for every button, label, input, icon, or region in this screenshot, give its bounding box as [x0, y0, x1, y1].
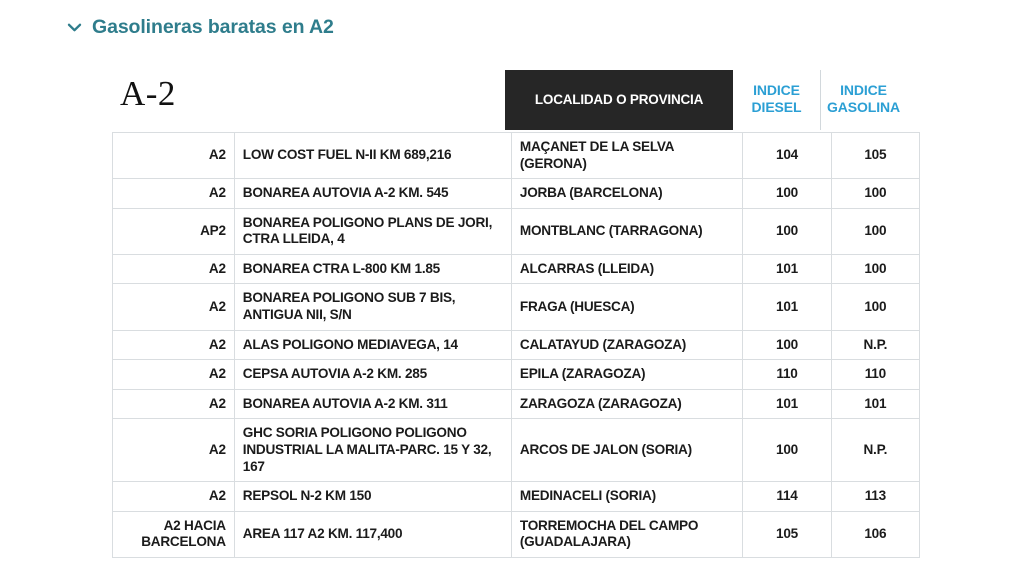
- cell-gasolina: 110: [831, 360, 919, 390]
- cell-place: ARCOS DE JALON (SORIA): [511, 419, 742, 482]
- cell-road: A2: [113, 330, 235, 360]
- cell-gasolina: 101: [831, 389, 919, 419]
- table-row: [113, 133, 920, 179]
- cell-gasolina: 100: [831, 254, 919, 284]
- cell-diesel: 100: [743, 179, 831, 209]
- section-title: Gasolineras baratas en A2: [92, 16, 334, 38]
- cell-road: A2: [113, 482, 235, 512]
- cell-station: BONAREA POLIGONO SUB 7 BIS, ANTIGUA NII, S/N: [234, 284, 511, 330]
- column-header-indice-gasolina: [820, 82, 907, 115]
- cell-place: MEDINACELI (SORIA): [511, 482, 742, 512]
- table-header-strip: [112, 62, 920, 132]
- chevron-down-icon[interactable]: [66, 19, 83, 36]
- cell-place: MAÇANET DE LA SELVA (GERONA): [511, 133, 742, 179]
- cell-road: A2: [113, 179, 235, 209]
- cell-road: A2: [113, 360, 235, 390]
- cell-road: A2: [113, 133, 235, 179]
- cell-gasolina: N.P.: [831, 330, 919, 360]
- cell-place: FRAGA (HUESCA): [511, 284, 742, 330]
- cell-place: EPILA (ZARAGOZA): [511, 360, 742, 390]
- cell-diesel: 114: [743, 482, 831, 512]
- cell-station: CEPSA AUTOVIA A-2 KM. 285: [234, 360, 511, 390]
- cell-place: CALATAYUD (ZARAGOZA): [511, 330, 742, 360]
- cell-diesel: 100: [743, 330, 831, 360]
- table-row: [113, 179, 920, 209]
- localidad-header-box: [505, 70, 733, 130]
- cell-diesel: 100: [743, 419, 831, 482]
- cell-diesel: 104: [743, 133, 831, 179]
- fuel-price-table: [112, 132, 920, 558]
- cell-place: MONTBLANC (TARRAGONA): [511, 208, 742, 254]
- cell-station: LOW COST FUEL N-II KM 689,216: [234, 133, 511, 179]
- indice-diesel-line2: DIESEL: [751, 98, 802, 115]
- cell-station: BONAREA CTRA L-800 KM 1.85: [234, 254, 511, 284]
- section-header[interactable]: [66, 16, 334, 39]
- cell-diesel: 110: [743, 360, 831, 390]
- cell-gasolina: 100: [831, 284, 919, 330]
- cell-station: BONAREA AUTOVIA A-2 KM. 545: [234, 179, 511, 209]
- cell-station: GHC SORIA POLIGONO POLIGONO INDUSTRIAL LA MALITA-PARC. 15 Y 32, 167: [234, 419, 511, 482]
- indice-gasolina-line1: INDICE: [840, 82, 887, 98]
- indice-diesel-line1: INDICE: [753, 82, 800, 98]
- cell-diesel: 101: [743, 254, 831, 284]
- cell-station: BONAREA POLIGONO PLANS DE JORI, CTRA LLEIDA, 4: [234, 208, 511, 254]
- table-row: [113, 208, 920, 254]
- table-body: [113, 133, 920, 558]
- table-row: [113, 284, 920, 330]
- localidad-header-label: LOCALIDAD O PROVINCIA: [534, 91, 704, 107]
- cell-diesel: 100: [743, 208, 831, 254]
- table-row: [113, 389, 920, 419]
- cell-road: A2: [113, 254, 235, 284]
- cell-station: AREA 117 A2 KM. 117,400: [234, 511, 511, 557]
- indice-gasolina-line2: GASOLINA: [826, 98, 901, 115]
- table-row: [113, 330, 920, 360]
- cell-station: BONAREA AUTOVIA A-2 KM. 311: [234, 389, 511, 419]
- table-row: [113, 482, 920, 512]
- table-row: [113, 511, 920, 557]
- cell-road: A2 HACIA BARCELONA: [113, 511, 235, 557]
- cell-place: TORREMOCHA DEL CAMPO (GUADALAJARA): [511, 511, 742, 557]
- cell-gasolina: 100: [831, 208, 919, 254]
- cell-station: ALAS POLIGONO MEDIAVEGA, 14: [234, 330, 511, 360]
- cell-diesel: 101: [743, 389, 831, 419]
- cell-diesel: 105: [743, 511, 831, 557]
- cell-gasolina: 100: [831, 179, 919, 209]
- cell-gasolina: 105: [831, 133, 919, 179]
- cell-gasolina: N.P.: [831, 419, 919, 482]
- table-row: [113, 254, 920, 284]
- cell-gasolina: 106: [831, 511, 919, 557]
- cell-place: ZARAGOZA (ZARAGOZA): [511, 389, 742, 419]
- cell-place: ALCARRAS (LLEIDA): [511, 254, 742, 284]
- cell-road: A2: [113, 419, 235, 482]
- cell-road: A2: [113, 389, 235, 419]
- road-name-label: A-2: [120, 74, 176, 113]
- cell-road: AP2: [113, 208, 235, 254]
- cell-place: JORBA (BARCELONA): [511, 179, 742, 209]
- table-row: [113, 360, 920, 390]
- cell-diesel: 101: [743, 284, 831, 330]
- table-row: [113, 419, 920, 482]
- cell-gasolina: 113: [831, 482, 919, 512]
- fuel-price-table-block: [112, 62, 920, 558]
- cell-road: A2: [113, 284, 235, 330]
- cell-station: REPSOL N-2 KM 150: [234, 482, 511, 512]
- column-header-indice-diesel: [733, 82, 820, 115]
